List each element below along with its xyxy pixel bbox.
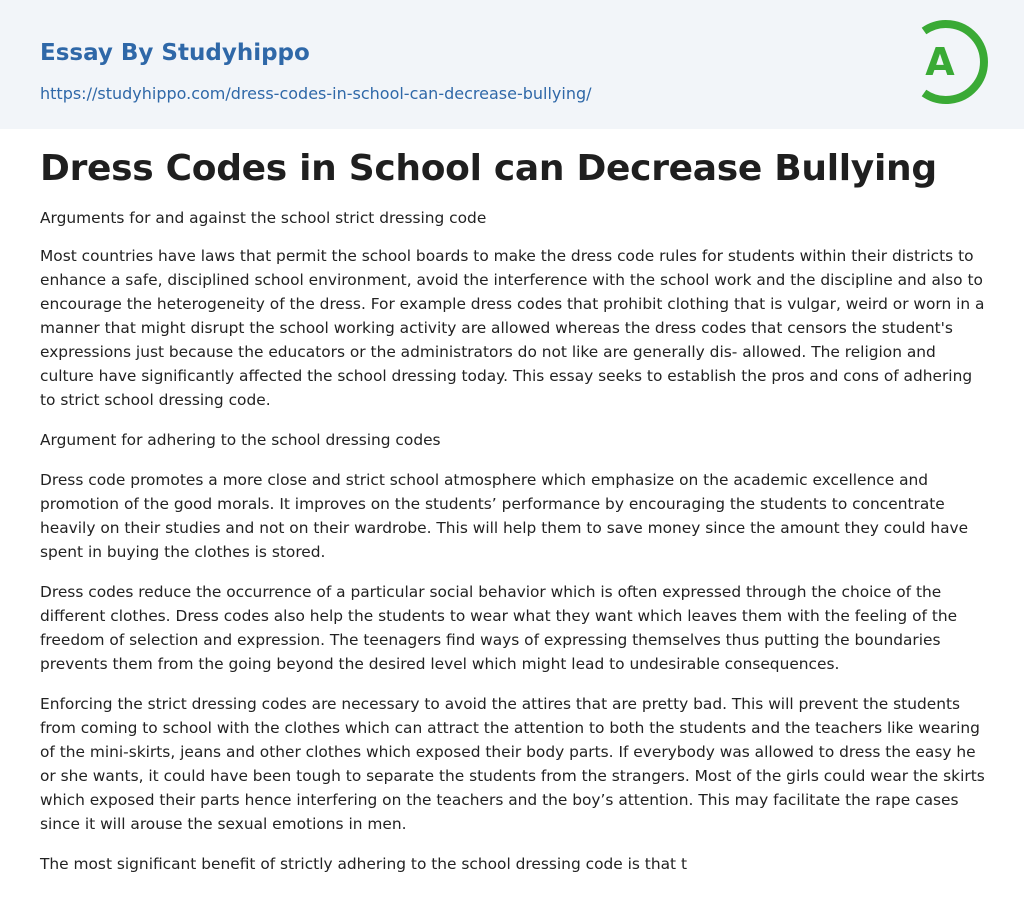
paragraph-enforcing: Enforcing the strict dressing codes are necessary to avoid the attires that are pretty bad. This will prevent the students from coming to school with the clothes which can attract the attention to both the students and the teachers like wearing of the mini-skirts, jeans and other clothes which exposed their body parts. If everybody was allowed to dress the easy he or she wants, it could have been tough to separate the students from the strangers. Most of the girls could wear the skirts which exposed their parts hence interfering on the teachers and the boy’s attention. This may facilitate the rape cases since it will arouse the sexual emotions in men. — [40, 695, 985, 833]
page-title: Dress Codes in School can Decrease Bullying — [40, 148, 937, 189]
section-heading-for: Argument for adhering to the school dressing codes — [40, 431, 441, 449]
article-subtitle: Arguments for and against the school strict dressing code — [40, 209, 487, 227]
studyhippo-logo-icon[interactable] — [910, 17, 990, 107]
article — [40, 140, 985, 876]
paragraph-atmosphere: Dress code promotes a more close and strict school atmosphere which emphasize on the academic excellence and promotion of the good morals. It improves on the students’ performance by encouraging the students to concentrate heavily on their studies and not on their wardrobe. This will help them to save money since the amount they could have spent in buying the clothes is stored. — [40, 471, 969, 561]
paragraph-intro: Most countries have laws that permit the school boards to make the dress code rules for students within their districts to enhance a safe, disciplined school environment, avoid the interference with the school work and the discipline and also to encourage the heterogeneity of the dress. For example dress codes that prohibit clothing that is vulgar, weird or worn in a manner that might disrupt the school working activity are allowed whereas the dress codes that censors the student's expressions just because the educators or the administrators do not like are generally dis- allowed. The religion and culture have significantly affected the school dressing today. This essay seeks to establish the pros and cons of adhering to strict school dressing code. — [40, 247, 985, 409]
brand-title[interactable]: Essay By Studyhippo — [40, 40, 310, 66]
site-header — [0, 0, 1024, 129]
paragraph-social-behavior: Dress codes reduce the occurrence of a particular social behavior which is often expressed through the choice of the different clothes. Dress codes also help the students to wear what they want which leaves them with the feeling of the freedom of selection and expression. The teenagers find ways of expressing themselves thus putting the boundaries prevents them from the going beyond the desired level which might lead to undesirable consequences. — [40, 583, 958, 673]
essay-url-link[interactable]: https://studyhippo.com/dress-codes-in-school-can-decrease-bullying/ — [40, 84, 592, 103]
paragraph-truncated: The most significant benefit of strictly adhering to the school dressing code is that t — [40, 855, 687, 873]
logo-letter: A — [925, 40, 955, 84]
